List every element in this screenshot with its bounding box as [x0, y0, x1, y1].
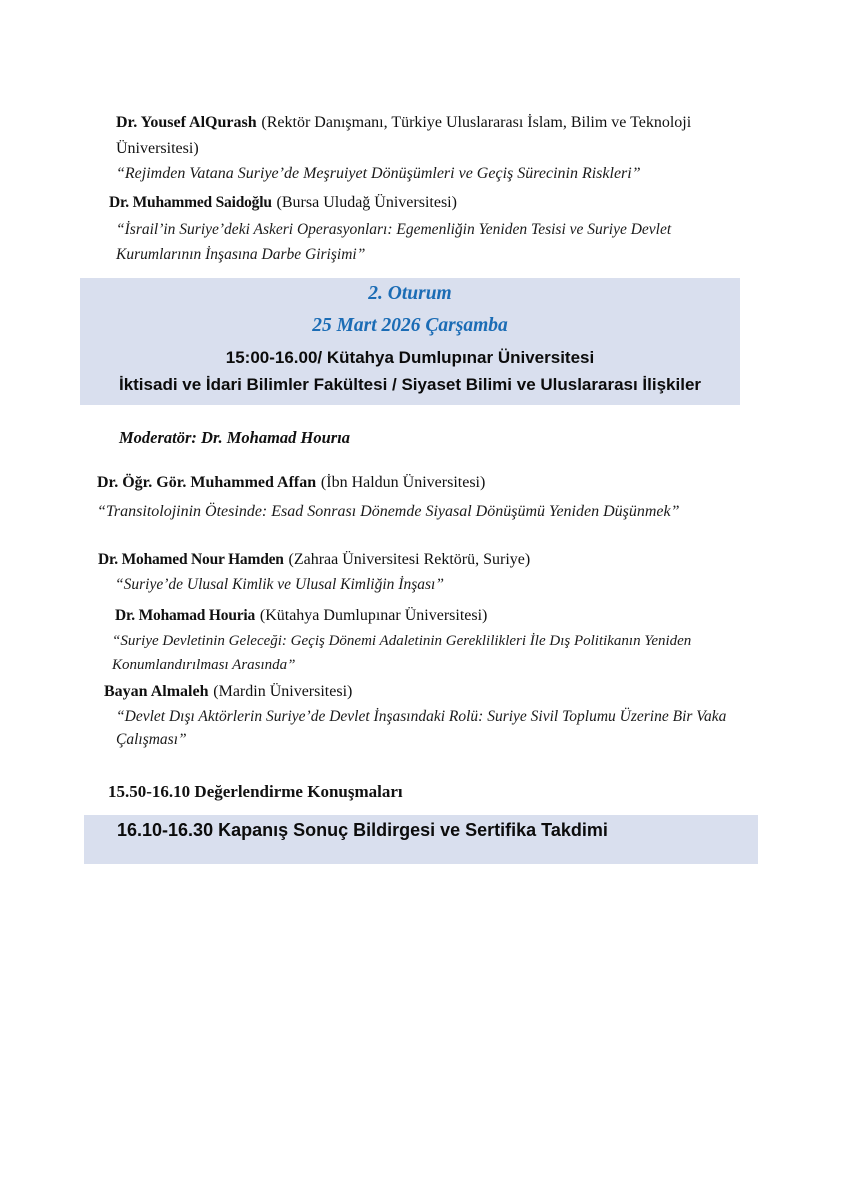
speaker-name: Dr. Öğr. Gör. Muhammed Affan	[97, 474, 317, 491]
session-title: 2. Oturum	[368, 283, 452, 304]
evaluation-line: 15.50-16.10 Değerlendirme Konuşmaları	[108, 782, 403, 801]
speaker-entry	[115, 603, 805, 629]
speaker-entry	[104, 679, 794, 705]
talk-title: “Suriye Devletinin Geleceği: Geçiş Dönemi Adaletinin Gereklilikleri İle Dış Politikanın Yeniden Konumlandırılması Arasında”	[112, 633, 692, 673]
speaker-entry	[97, 470, 787, 496]
speaker-entry	[116, 110, 761, 162]
talk-title: “Devlet Dışı Aktörlerin Suriye’de Devlet İnşasındaki Rolü: Suriye Sivil Toplumu Üzerine Bir Vaka Çalışması”	[116, 708, 727, 748]
talk-title: “Transitolojinin Ötesinde: Esad Sonrası Dönemde Siyasal Dönüşümü Yeniden Düşünmek”	[97, 503, 680, 520]
talk-title: “Rejimden Vatana Suriye’de Meşruiyet Dönüşümleri ve Geçiş Sürecinin Riskleri”	[116, 165, 641, 182]
closing-bar	[84, 815, 758, 864]
session-header-box	[80, 278, 740, 405]
speaker-name: Bayan Almaleh	[104, 683, 209, 700]
closing-line: 16.10-16.30 Kapanış Sonuç Bildirgesi ve Sertifika Takdimi	[117, 820, 608, 840]
speaker-affiliation: (Zahraa Üniversitesi Rektörü, Suriye)	[288, 551, 531, 568]
speaker-name: Dr. Mohamed Nour Hamden	[98, 551, 284, 568]
speaker-entry	[109, 190, 789, 216]
session-date: 25 Mart 2026 Çarşamba	[312, 315, 508, 336]
speaker-name: Dr. Muhammed Saidoğlu	[109, 194, 272, 211]
speaker-name: Dr. Yousef AlQurash	[116, 114, 257, 131]
speaker-affiliation: (Rektör Danışmanı, Türkiye Uluslararası İslam, Bilim ve Teknoloji Üniversitesi)	[116, 114, 692, 157]
speaker-affiliation: (Kütahya Dumlupınar Üniversitesi)	[259, 607, 488, 624]
session-faculty: İktisadi ve İdari Bilimler Fakültesi / Siyaset Bilimi ve Uluslararası İlişkiler	[118, 375, 702, 394]
session-time-venue: 15:00-16.00/ Kütahya Dumlupınar Üniversitesi	[225, 348, 595, 367]
speaker-entry	[98, 547, 788, 573]
talk-title: “Suriye’de Ulusal Kimlik ve Ulusal Kimliğin İnşası”	[115, 576, 444, 593]
speaker-affiliation: (Bursa Uludağ Üniversitesi)	[276, 194, 457, 211]
moderator-line: Moderatör: Dr. Mohamad Hourıa	[119, 428, 351, 447]
talk-title: “İsrail’in Suriye’deki Askeri Operasyonları: Egemenliğin Yeniden Tesisi ve Suriye Devlet Kurumlarının İnşasına Darbe Girişimi”	[116, 221, 672, 263]
speaker-affiliation: (Mardin Üniversitesi)	[213, 683, 353, 700]
speaker-name: Dr. Mohamad Houria	[115, 607, 256, 624]
speaker-affiliation: (İbn Haldun Üniversitesi)	[320, 474, 486, 491]
